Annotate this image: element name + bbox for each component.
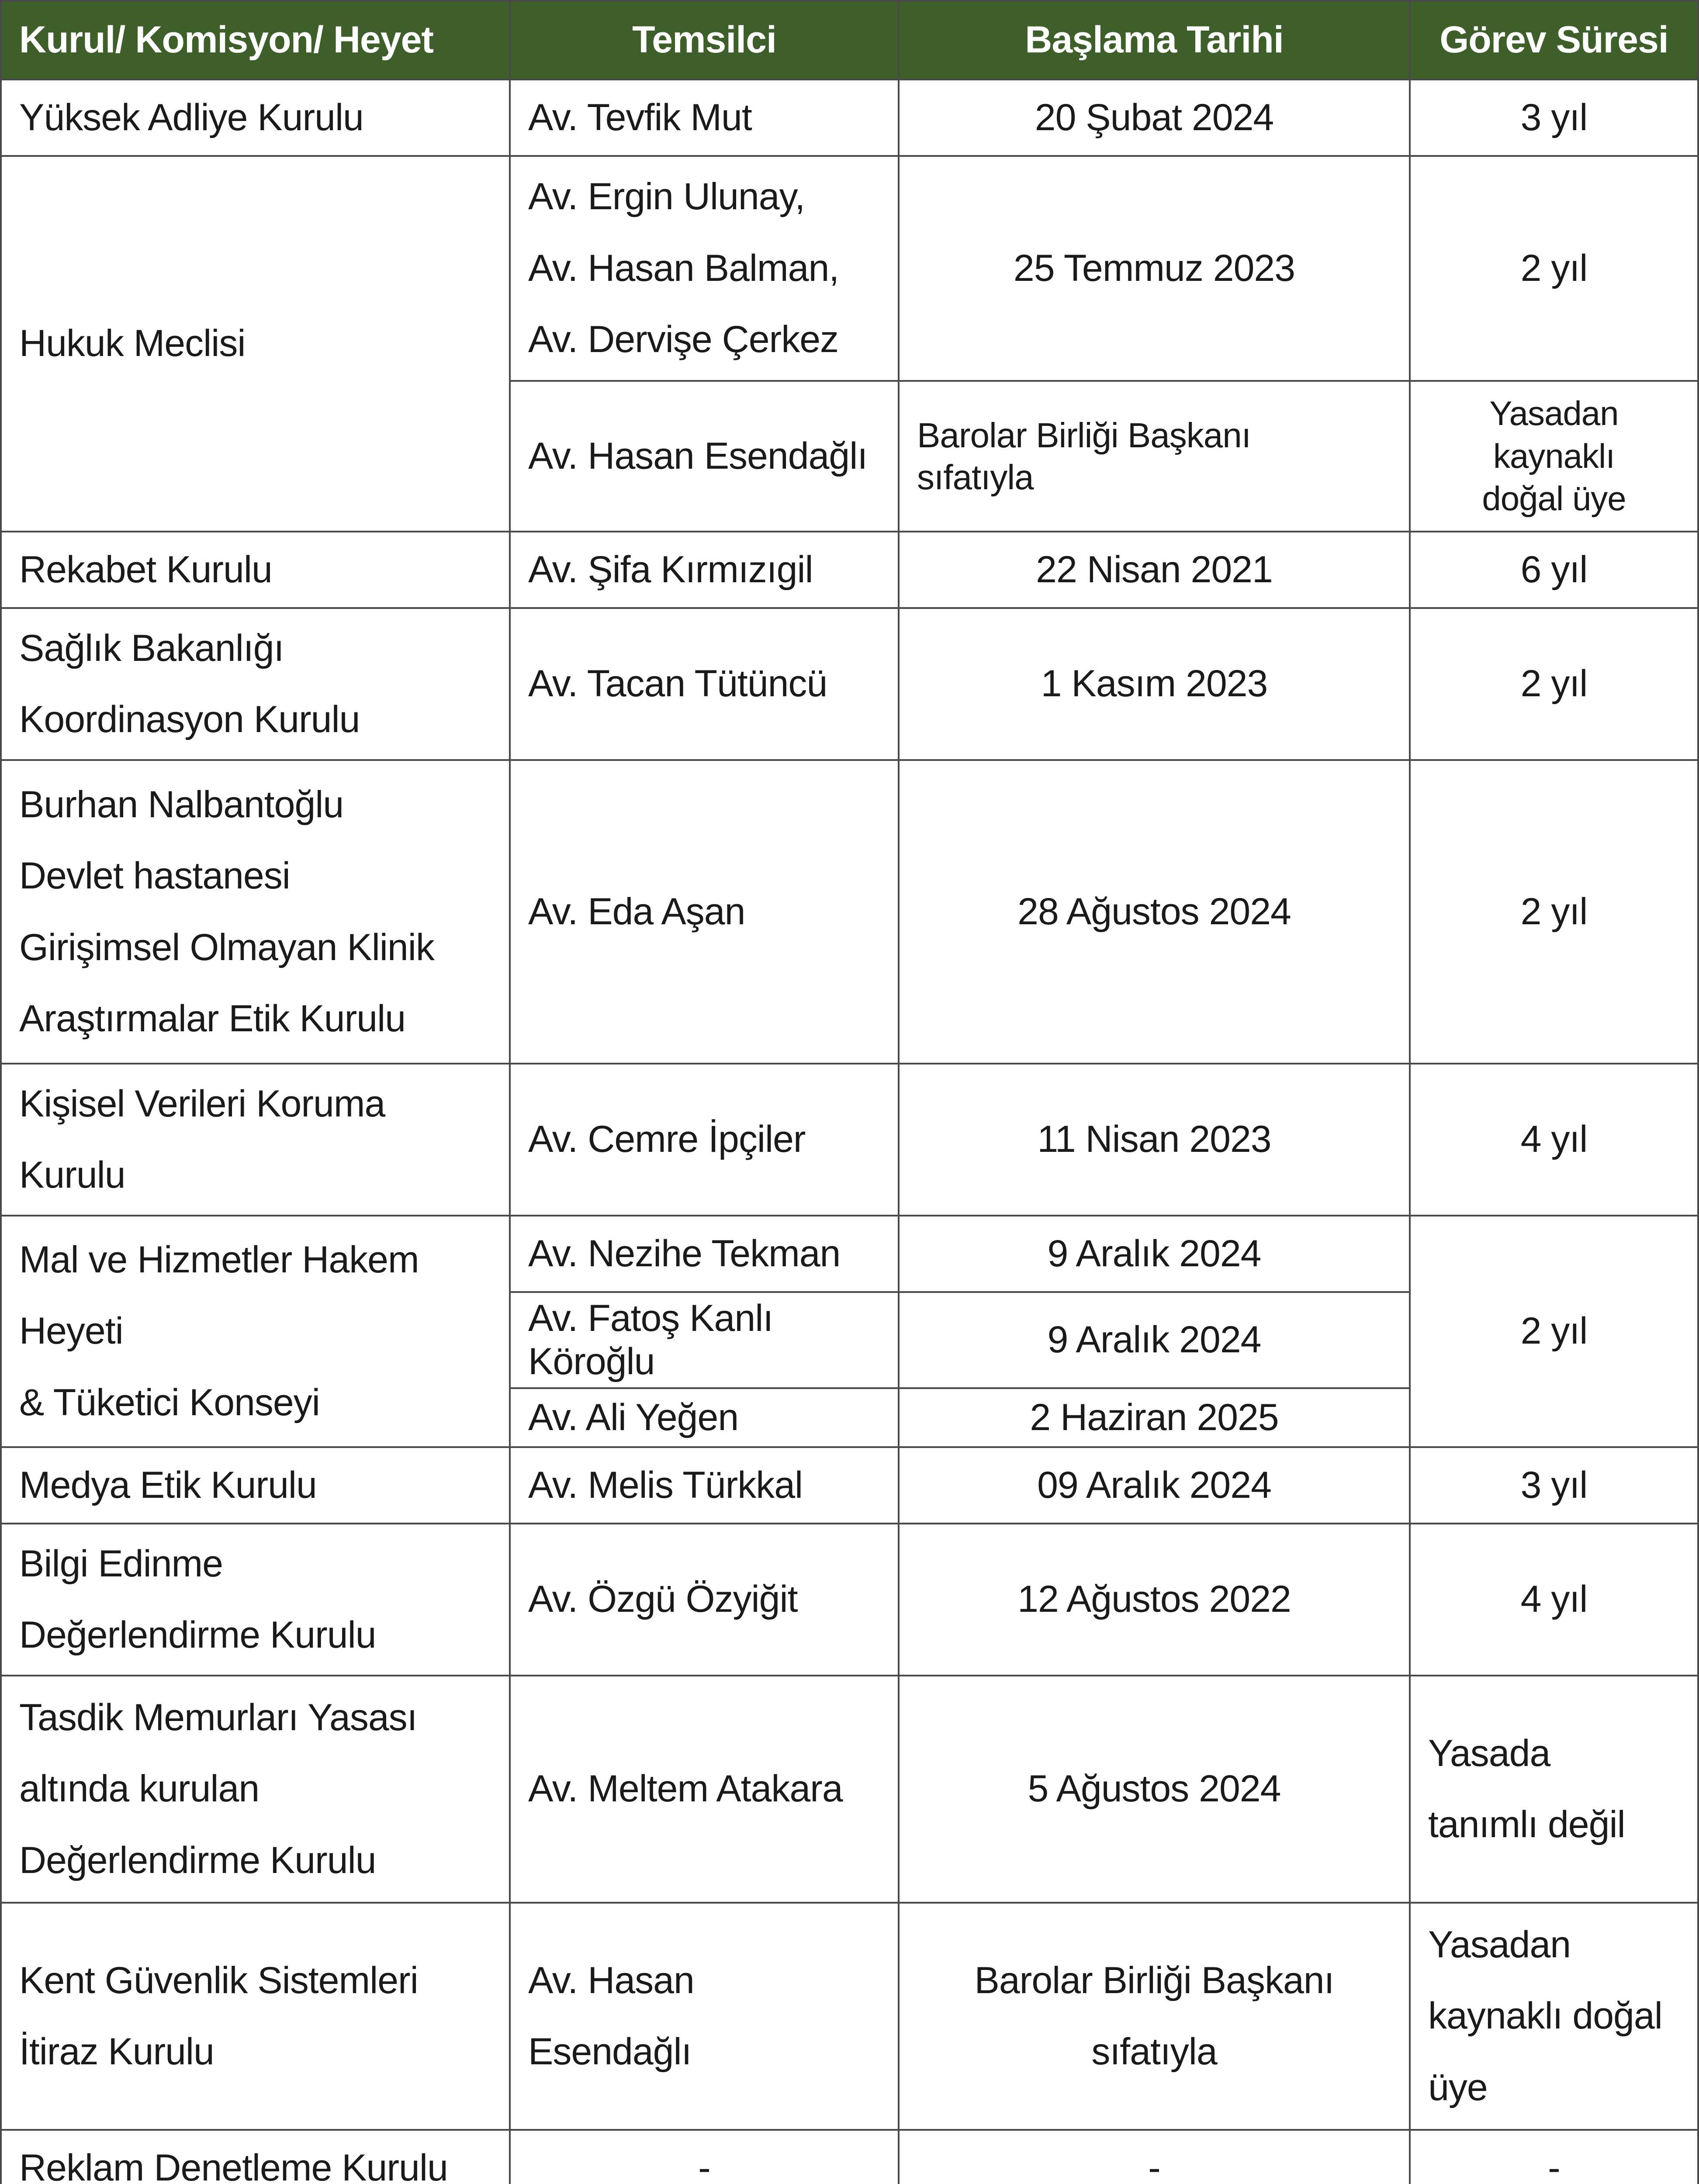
tarih-cell (899, 156, 1410, 381)
header-baslama-tarihi: Başlama Tarihi (899, 1, 1410, 79)
temsilci-text: Av. Hasan Balman, (528, 247, 839, 289)
kurul-text: Kişisel Verileri Koruma (19, 1082, 385, 1125)
kurul-text: Değerlendirme Kurulu (19, 1614, 376, 1656)
tarih-cell (899, 1447, 1410, 1524)
tarih-text: 09 Aralık 2024 (1037, 1464, 1271, 1506)
temsilci-text: Av. Cemre İpçiler (528, 1118, 806, 1161)
tarih-text: 22 Nisan 2021 (1036, 548, 1273, 591)
tarih-text: sıfatıyla (917, 457, 1034, 497)
sure-cell (1410, 608, 1698, 760)
header-kurul: Kurul/ Komisyon/ Heyet (1, 1, 510, 79)
tarih-text: 20 Şubat 2024 (1035, 96, 1274, 138)
tarih-text: 28 Ağustos 2024 (1017, 890, 1291, 933)
kurul-text: Hukuk Meclisi (19, 322, 246, 365)
tarih-text: 5 Ağustos 2024 (1028, 1768, 1281, 1810)
kurul-text: Tasdik Memurları Yasası (19, 1696, 417, 1738)
temsilci-text: Av. Hasan Esendağlı (528, 435, 868, 477)
kurul-text: İtiraz Kurulu (19, 2031, 214, 2073)
kurul-text: Kent Güvenlik Sistemleri (19, 1959, 418, 2001)
kurul-text: altında kurulan (19, 1768, 260, 1810)
sure-text: 3 yıl (1520, 1464, 1588, 1506)
kurul-cell (1, 79, 510, 156)
sure-cell (1410, 1676, 1698, 1903)
kurul-cell (1, 1524, 510, 1676)
header-temsilci: Temsilci (510, 1, 899, 79)
table-row (1, 532, 1698, 608)
kurul-text: Yüksek Adliye Kurulu (19, 96, 363, 138)
sure-cell (1410, 79, 1698, 156)
kurul-text: Burhan Nalbantoğlu (19, 783, 344, 826)
temsilci-text: Av. Şifa Kırmızıgil (528, 548, 813, 591)
sure-text: tanımlı değil (1428, 1804, 1625, 1845)
sure-text: 3 yıl (1520, 96, 1588, 138)
temsilci-text: Av. Nezihe Tekman (528, 1232, 841, 1275)
temsilci-text: Av. Dervişe Çerkez (528, 318, 839, 361)
kurul-cell (1, 1064, 510, 1216)
tarih-cell (899, 760, 1410, 1064)
table-row (1, 1216, 1698, 1292)
sure-text: 2 yıl (1520, 663, 1588, 705)
sure-text: 4 yıl (1520, 1118, 1588, 1161)
sure-text: 2 yıl (1520, 1310, 1588, 1352)
tarih-text: 1 Kasım 2023 (1041, 663, 1268, 705)
temsilci-cell (510, 1216, 899, 1292)
kurul-cell (1, 760, 510, 1064)
temsilci-text: Av. Meltem Atakara (528, 1768, 843, 1810)
table-row (1, 1524, 1698, 1676)
kurul-cell (1, 608, 510, 760)
sure-cell (1410, 2130, 1698, 2184)
kurul-text: Kurulu (19, 1154, 125, 1196)
temsilci-text: Av. Eda Aşan (528, 890, 745, 933)
tarih-cell (899, 1524, 1410, 1676)
temsilci-text: Esendağlı (528, 2031, 692, 2073)
temsilci-text: Av. Melis Türkkal (528, 1464, 803, 1506)
header-row (1, 1, 1698, 79)
kurul-text: Rekabet Kurulu (19, 548, 272, 591)
sure-text: 2 yıl (1520, 247, 1588, 289)
temsilci-cell (510, 2130, 899, 2184)
sure-text: - (1548, 2146, 1560, 2184)
tarih-text: 11 Nisan 2023 (1037, 1118, 1271, 1161)
temsilci-text: Av. Ergin Ulunay, (528, 176, 805, 218)
table-row (1, 156, 1698, 381)
kurul-cell (1, 156, 510, 532)
tarih-cell (899, 1388, 1410, 1447)
table-row (1, 608, 1698, 760)
temsilci-text: Av. Tevfik Mut (528, 96, 752, 138)
tarih-text: Barolar Birliği Başkanı (917, 415, 1251, 455)
tarih-cell (899, 1903, 1410, 2130)
kurul-cell (1, 2130, 510, 2184)
tarih-cell (899, 381, 1410, 532)
kurul-cell (1, 1216, 510, 1447)
sure-cell (1410, 532, 1698, 608)
tarih-cell (899, 1676, 1410, 1903)
sure-cell (1410, 1447, 1698, 1524)
kurul-text: Devlet hastanesi (19, 855, 290, 897)
tarih-cell (899, 1064, 1410, 1216)
kurul-cell (1, 532, 510, 608)
temsilci-cell (510, 381, 899, 532)
table-row (1, 1447, 1698, 1524)
tarih-cell (899, 79, 1410, 156)
kurul-text: Mal ve Hizmetler Hakem (19, 1238, 419, 1281)
tarih-text: 9 Aralık 2024 (1047, 1319, 1261, 1361)
kurul-text: Koordinasyon Kurulu (19, 698, 360, 740)
kurul-cell (1, 1676, 510, 1903)
sure-text: 4 yıl (1520, 1578, 1588, 1621)
temsilci-text: Av. Tacan Tütüncü (528, 663, 827, 705)
temsilci-cell (510, 1524, 899, 1676)
temsilci-cell (510, 1388, 899, 1447)
temsilci-cell (510, 1064, 899, 1216)
tarih-text: sıfatıyla (1091, 2031, 1217, 2073)
temsilci-cell (510, 1903, 899, 2130)
kurul-text: Araştırmalar Etik Kurulu (19, 997, 406, 1040)
sure-text: doğal üye (1482, 479, 1626, 518)
tarih-cell (899, 1216, 1410, 1292)
tarih-cell (899, 608, 1410, 760)
tarih-text: 12 Ağustos 2022 (1017, 1578, 1291, 1621)
temsilci-cell (510, 1292, 899, 1388)
tarih-text: 2 Haziran 2025 (1030, 1396, 1279, 1439)
kurul-cell (1, 1903, 510, 2130)
tarih-text: Barolar Birliği Başkanı (974, 1959, 1334, 2001)
sure-text: üye (1428, 2066, 1488, 2108)
sure-cell (1410, 760, 1698, 1064)
temsilci-cell (510, 79, 899, 156)
table-row (1, 1903, 1698, 2130)
kurul-text: Medya Etik Kurulu (19, 1464, 317, 1506)
table-row (1, 79, 1698, 156)
temsilci-cell (510, 1447, 899, 1524)
sure-text: kaynaklı doğal (1428, 1995, 1662, 2037)
tarih-cell (899, 1292, 1410, 1388)
temsilci-cell (510, 532, 899, 608)
kurul-text: Reklam Denetleme Kurulu (19, 2146, 448, 2184)
sure-text: kaynaklı (1493, 436, 1615, 475)
sure-cell (1410, 381, 1698, 532)
temsilci-cell (510, 760, 899, 1064)
sure-text: Yasadan (1428, 1923, 1571, 1966)
table-row (1, 1676, 1698, 1903)
sure-cell (1410, 1903, 1698, 2130)
tarih-text: 25 Temmuz 2023 (1013, 247, 1295, 289)
temsilci-text: Köroğlu (528, 1341, 655, 1382)
temsilci-cell (510, 608, 899, 760)
sure-cell (1410, 1064, 1698, 1216)
sure-text: 6 yıl (1520, 548, 1588, 591)
temsilci-text: - (698, 2146, 710, 2184)
sure-text: Yasada (1428, 1732, 1550, 1774)
temsilci-text: Av. Ali Yeğen (528, 1396, 739, 1439)
kurul-text: Heyeti (19, 1310, 123, 1352)
table-row (1, 1064, 1698, 1216)
temsilci-text: Av. Özgü Özyiğit (528, 1578, 798, 1621)
temsilci-text: Av. Hasan (528, 1959, 694, 2001)
tarih-text: - (1148, 2146, 1160, 2184)
header-gorev-suresi: Görev Süresi (1410, 1, 1698, 79)
kurul-text: Bilgi Edinme (19, 1542, 223, 1585)
temsilci-cell (510, 1676, 899, 1903)
sure-text: 2 yıl (1520, 890, 1588, 933)
sure-text: Yasadan (1489, 394, 1619, 433)
kurul-cell (1, 1447, 510, 1524)
tarih-text: 9 Aralık 2024 (1047, 1232, 1261, 1275)
sure-cell (1410, 1216, 1698, 1447)
kurul-text: Girişimsel Olmayan Klinik (19, 926, 434, 968)
tarih-cell (899, 2130, 1410, 2184)
temsilci-text: Av. Fatoş Kanlı (528, 1297, 773, 1340)
sure-cell (1410, 156, 1698, 381)
table-row (1, 760, 1698, 1064)
table-row (1, 2130, 1698, 2184)
kurul-text: Sağlık Bakanlığı (19, 627, 284, 669)
tarih-cell (899, 532, 1410, 608)
sure-cell (1410, 1524, 1698, 1676)
temsilci-cell (510, 156, 899, 381)
kurul-text: Değerlendirme Kurulu (19, 1839, 376, 1881)
kurul-text: & Tüketici Konseyi (19, 1381, 320, 1424)
